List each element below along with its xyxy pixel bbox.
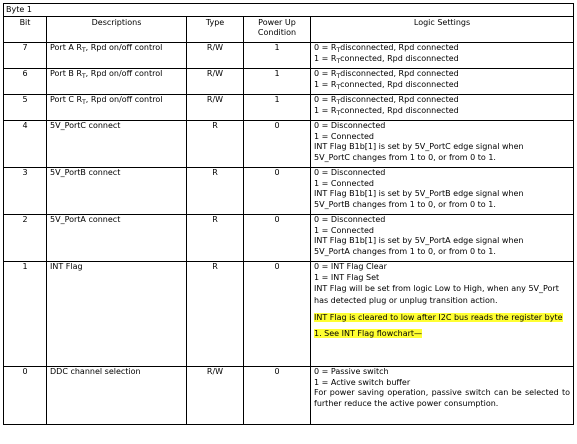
bit-cell: 0 [4,367,47,425]
bit-cell: 7 [4,43,47,69]
type-cell: R/W [187,95,244,121]
header-logic: Logic Settings [311,17,574,43]
description-cell: 5V_PortC connect [47,121,187,168]
table-row [4,121,574,168]
power-up-cell: 0 [244,168,311,215]
header-bit: Bit [4,17,47,43]
description-cell: 5V_PortB connect [47,168,187,215]
header-descriptions: Descriptions [47,17,187,43]
power-up-cell: 0 [244,262,311,367]
description-cell: 5V_PortA connect [47,215,187,262]
type-cell: R/W [187,43,244,69]
bit-cell: 6 [4,69,47,95]
description-cell: Port B $R_T$, Rpd on/off control [47,69,187,95]
bit-cell: 3 [4,168,47,215]
logic-cell: $0 = R_Tdisconnected$, Rpd connected $1 = R_Tconnected$, Rpd disconnected [311,95,574,121]
logic-cell: $0 = R_Tdisconnected$, Rpd connected $1 = R_Tconnected$, Rpd disconnected [311,43,574,69]
header-type: Type [187,17,244,43]
type-cell: R/W [187,367,244,425]
logic-cell: $0 = R_Tdisconnected$, Rpd connected $1 = R_Tconnected$, Rpd disconnected [311,69,574,95]
logic-cell: 0 = Passive switch 1 = Active switch buffer For power saving operation, passive switch can be selected to further reduce the active power consumption. [311,367,574,425]
type-cell: R [187,215,244,262]
power-up-cell: 0 [244,121,311,168]
bit-cell: 2 [4,215,47,262]
logic-cell: 0 = INT Flag Clear 1 = INT Flag Set INT Flag will be set from logic Low to High, when any 5V_Port has detected plug or unplug transition action. INT Flag is cleared to low after I2C bus reads the register byte 1. See INT Flag flowchart— [311,262,574,367]
logic-cell: 0 = Disconnected 1 = Connected INT Flag B1b[1] is set by 5V_PortB edge signal when 5V_PortB changes from 1 to 0, or from 0 to 1. [311,168,574,215]
highlighted-note: INT Flag is cleared to low after I2C bus reads the register byte 1. See INT Flag flowchart— [314,313,563,338]
bit-cell: 4 [4,121,47,168]
power-up-cell: 1 [244,69,311,95]
table-row [4,43,574,69]
table-row [4,215,574,262]
table-row [4,367,574,425]
bit-cell: 5 [4,95,47,121]
table-row [4,168,574,215]
description-cell: Port A $R_T$, Rpd on/off control [47,43,187,69]
bit-cell: 1 [4,262,47,367]
table-caption: Byte 1 [4,4,574,17]
table-row [4,95,574,121]
logic-cell: 0 = Disconnected 1 = Connected INT Flag B1b[1] is set by 5V_PortC edge signal when 5V_PortC changes from 1 to 0, or from 0 to 1. [311,121,574,168]
description-cell: INT Flag [47,262,187,367]
description-cell: Port C $R_T$, Rpd on/off control [47,95,187,121]
logic-cell: 0 = Disconnected 1 = Connected INT Flag B1b[1] is set by 5V_PortA edge signal when 5V_PortA changes from 1 to 0, or from 0 to 1. [311,215,574,262]
type-cell: R [187,121,244,168]
header-row [4,17,574,43]
type-cell: R [187,262,244,367]
type-cell: R [187,168,244,215]
register-table [3,3,574,425]
power-up-cell: 0 [244,215,311,262]
power-up-cell: 1 [244,43,311,69]
power-up-cell: 0 [244,367,311,425]
type-cell: R/W [187,69,244,95]
table-row [4,262,574,367]
header-power-up: Power Up Condition [244,17,311,43]
power-up-cell: 1 [244,95,311,121]
description-cell: DDC channel selection [47,367,187,425]
table-row [4,69,574,95]
